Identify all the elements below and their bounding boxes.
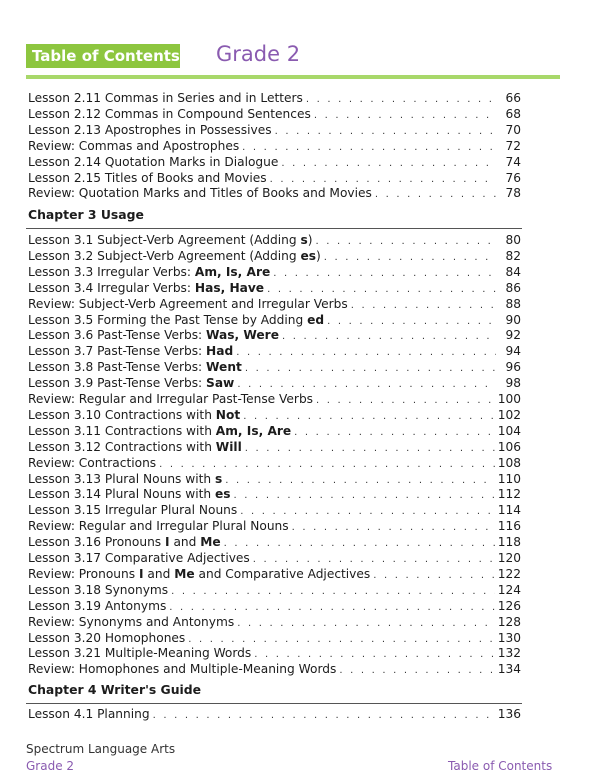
toc-entry-title bbox=[28, 375, 234, 391]
entry-emphasis: s bbox=[215, 471, 223, 486]
page-number: 110 bbox=[497, 471, 521, 486]
toc-entry[interactable] bbox=[28, 518, 521, 534]
toc-entry[interactable] bbox=[28, 391, 521, 407]
page-number: 88 bbox=[505, 296, 521, 311]
toc-entry-title bbox=[28, 391, 313, 407]
entry-text: Review: Commas and Apostrophes bbox=[28, 138, 240, 153]
toc-entry-title bbox=[28, 502, 237, 518]
page-number: 120 bbox=[497, 551, 521, 565]
page-number: 124 bbox=[497, 582, 521, 597]
page-number: 102 bbox=[497, 407, 521, 422]
toc-entry-title bbox=[28, 630, 185, 646]
entry-text: and bbox=[169, 535, 201, 550]
toc-entry-title bbox=[28, 566, 370, 582]
toc-entry-title bbox=[28, 264, 270, 280]
dot-leader bbox=[339, 663, 494, 679]
toc-entry-title bbox=[28, 598, 166, 614]
page-number: 116 bbox=[497, 519, 521, 534]
toc-entry-title bbox=[28, 661, 336, 677]
toc-entry[interactable] bbox=[28, 122, 521, 138]
page-number: 106 bbox=[497, 439, 521, 454]
toc-entry-title bbox=[28, 423, 291, 439]
toc-entry[interactable] bbox=[28, 264, 521, 280]
entry-text: Lesson 2.14 Quotation Marks in Dialogue bbox=[28, 154, 279, 169]
entry-text: Review: Homophones and Multiple-Meaning Words bbox=[28, 662, 337, 677]
toc-entry-title bbox=[28, 614, 234, 630]
toc-entry[interactable] bbox=[28, 566, 521, 582]
header-rule bbox=[26, 75, 560, 79]
entry-text: Lesson 3.6 Past-Tense Verbs: bbox=[28, 328, 207, 343]
entry-text: Lesson 3.3 Irregular Verbs: bbox=[28, 264, 195, 279]
toc-entry-title bbox=[28, 248, 321, 264]
toc-entry[interactable] bbox=[28, 582, 521, 598]
page-number: 68 bbox=[505, 106, 521, 121]
page-number: 98 bbox=[505, 376, 521, 391]
entry-text: Review: Pronouns bbox=[28, 566, 139, 581]
grade-title: Grade 2 bbox=[216, 42, 301, 66]
toc-entry-title bbox=[28, 280, 264, 296]
toc-entry[interactable] bbox=[28, 185, 521, 201]
toc-entry-title bbox=[28, 486, 231, 502]
toc-entry-title bbox=[28, 518, 289, 534]
toc-entry[interactable] bbox=[28, 407, 521, 423]
page-number: 76 bbox=[505, 170, 521, 185]
toc-entry-title bbox=[28, 359, 242, 375]
entry-text: Lesson 3.12 Contractions with bbox=[28, 439, 216, 454]
toc-entry[interactable] bbox=[28, 296, 521, 312]
toc-entry-title bbox=[28, 122, 272, 138]
page-number: 70 bbox=[505, 122, 521, 137]
footer-section-title: Table of Contents bbox=[448, 759, 553, 773]
page-number: 90 bbox=[505, 312, 521, 327]
page-number: 136 bbox=[497, 707, 521, 721]
toc-entry[interactable] bbox=[28, 359, 521, 375]
page-number: 84 bbox=[505, 264, 521, 279]
page-number: 74 bbox=[505, 154, 521, 169]
entry-text: Lesson 3.10 Contractions with bbox=[28, 407, 216, 422]
toc-entry[interactable] bbox=[28, 106, 521, 122]
toc-entry[interactable] bbox=[28, 154, 521, 170]
page-number: 118 bbox=[497, 535, 521, 550]
toc-entry-title bbox=[28, 232, 313, 248]
page-number: 128 bbox=[497, 614, 521, 629]
toc-entry[interactable] bbox=[28, 598, 521, 614]
entry-text: Lesson 2.12 Commas in Compound Sentences bbox=[28, 106, 311, 121]
page-number: 108 bbox=[497, 455, 521, 470]
page-number: 80 bbox=[505, 233, 521, 247]
entry-text: Lesson 3.7 Past-Tense Verbs: bbox=[28, 344, 207, 359]
toc-entry[interactable] bbox=[28, 645, 521, 661]
toc-entry-title bbox=[28, 343, 233, 359]
entry-text: Lesson 3.19 Antonyms bbox=[28, 598, 167, 613]
page-number: 82 bbox=[505, 248, 521, 263]
toc-entry-title bbox=[28, 706, 150, 722]
entry-emphasis: Me bbox=[174, 566, 195, 581]
entry-emphasis: es bbox=[300, 248, 316, 263]
toc-entry[interactable] bbox=[28, 90, 521, 106]
entry-text: Lesson 3.11 Contractions with bbox=[28, 423, 216, 438]
entry-text: and bbox=[143, 566, 175, 581]
footer-grade: Grade 2 bbox=[26, 759, 75, 773]
entry-emphasis: Saw bbox=[206, 376, 235, 391]
toc-entry[interactable] bbox=[28, 248, 521, 264]
entry-text: Lesson 3.9 Past-Tense Verbs: bbox=[28, 376, 207, 391]
page-number: 134 bbox=[497, 662, 521, 677]
page-number: 66 bbox=[505, 91, 521, 105]
page-number: 86 bbox=[505, 280, 521, 295]
page-number: 122 bbox=[497, 566, 521, 581]
toc-entry-title bbox=[28, 138, 239, 154]
chapter-3-rule bbox=[26, 228, 522, 229]
entry-text: Lesson 2.15 Titles of Books and Movies bbox=[28, 170, 267, 185]
entry-emphasis: s bbox=[300, 233, 308, 247]
entry-text: Lesson 4.1 Planning bbox=[28, 707, 150, 721]
entry-text: Lesson 3.5 Forming the Past Tense by Adding bbox=[28, 312, 308, 327]
chapter-4-rule bbox=[26, 703, 522, 704]
dot-leader bbox=[153, 708, 495, 724]
toc-entry-title bbox=[28, 582, 168, 598]
entry-text: ) bbox=[316, 248, 321, 263]
toc-entry[interactable] bbox=[28, 138, 521, 154]
entry-text: Lesson 3.21 Multiple-Meaning Words bbox=[28, 646, 252, 661]
page-number: 94 bbox=[505, 344, 521, 359]
entry-emphasis: ed bbox=[307, 312, 325, 327]
entry-text: and Comparative Adjectives bbox=[194, 566, 371, 581]
page-number: 112 bbox=[497, 487, 521, 502]
toc-entry-title bbox=[28, 90, 303, 106]
toc-entry[interactable] bbox=[28, 630, 521, 646]
toc-entry-title bbox=[28, 407, 240, 423]
toc-badge: Table of Contents bbox=[26, 44, 180, 68]
toc-entry-title bbox=[28, 439, 242, 455]
entry-text: Lesson 3.20 Homophones bbox=[28, 630, 186, 645]
page-number: 130 bbox=[497, 630, 521, 645]
toc-entry[interactable] bbox=[28, 502, 521, 518]
entry-emphasis: Had bbox=[206, 344, 234, 359]
entry-text: Lesson 3.13 Plural Nouns with bbox=[28, 471, 216, 486]
entry-text: Lesson 3.8 Past-Tense Verbs: bbox=[28, 360, 207, 375]
entry-emphasis: Me bbox=[200, 535, 221, 550]
page-number: 96 bbox=[505, 360, 521, 375]
entry-text: Review: Contractions bbox=[28, 455, 157, 470]
page-number: 78 bbox=[505, 186, 521, 201]
entry-text: Lesson 3.18 Synonyms bbox=[28, 582, 169, 597]
toc-entry[interactable] bbox=[28, 455, 521, 471]
toc-entry[interactable] bbox=[28, 312, 521, 328]
entry-text: ) bbox=[307, 233, 313, 247]
entry-text: Lesson 3.1 Subject-Verb Agreement (Adding bbox=[28, 233, 301, 247]
toc-entry-title bbox=[28, 471, 222, 487]
toc-entry[interactable] bbox=[28, 170, 521, 186]
toc-entry[interactable] bbox=[28, 343, 521, 359]
entry-emphasis: Has, Have bbox=[194, 280, 265, 295]
entry-emphasis: I bbox=[138, 566, 144, 581]
entry-emphasis: Went bbox=[206, 360, 242, 375]
page-number: 132 bbox=[497, 646, 521, 661]
toc-entry[interactable] bbox=[28, 661, 521, 677]
toc-entry[interactable] bbox=[28, 280, 521, 296]
entry-text: Lesson 3.17 Comparative Adjectives bbox=[28, 551, 250, 565]
page-number: 126 bbox=[497, 598, 521, 613]
toc-entry[interactable] bbox=[28, 471, 521, 487]
toc-entry-title bbox=[28, 645, 251, 661]
toc-entry[interactable] bbox=[28, 486, 521, 502]
entry-emphasis: es bbox=[215, 487, 231, 502]
entry-text: Review: Subject-Verb Agreement and Irregular Verbs bbox=[28, 296, 348, 311]
entry-emphasis: Not bbox=[215, 407, 241, 422]
toc-entry[interactable] bbox=[28, 439, 521, 455]
toc-entry-title bbox=[28, 550, 250, 566]
toc-entry-title bbox=[28, 455, 156, 471]
toc-entry[interactable] bbox=[28, 327, 521, 343]
entry-emphasis: I bbox=[165, 535, 170, 550]
footer-series-title: Spectrum Language Arts bbox=[26, 742, 176, 756]
dot-leader bbox=[375, 187, 496, 203]
toc-entry[interactable] bbox=[28, 614, 521, 630]
entry-text: Lesson 3.14 Plural Nouns with bbox=[28, 487, 216, 502]
entry-emphasis: Am, Is, Are bbox=[215, 423, 292, 438]
entry-text: Lesson 2.13 Apostrophes in Possessives bbox=[28, 122, 272, 137]
entry-emphasis: Am, Is, Are bbox=[194, 264, 271, 279]
entry-text: Review: Synonyms and Antonyms bbox=[28, 614, 235, 629]
toc-entry[interactable] bbox=[28, 706, 521, 722]
entry-text: Lesson 3.2 Subject-Verb Agreement (Adding bbox=[28, 248, 301, 263]
toc-entry-title bbox=[28, 327, 279, 343]
page-number: 72 bbox=[505, 138, 521, 153]
entry-text: Lesson 3.4 Irregular Verbs: bbox=[28, 280, 195, 295]
chapter-3-heading: Chapter 3 Usage bbox=[28, 207, 144, 222]
toc-entry-title bbox=[28, 170, 267, 186]
page-number: 100 bbox=[497, 392, 521, 406]
entry-text: Review: Quotation Marks and Titles of Books and Movies bbox=[28, 186, 372, 201]
entry-emphasis: Will bbox=[215, 439, 242, 454]
entry-text: Review: Regular and Irregular Past-Tense Verbs bbox=[28, 392, 314, 406]
entry-text: Review: Regular and Irregular Plural Nouns bbox=[28, 519, 289, 534]
toc-entry-title bbox=[28, 154, 278, 170]
entry-text: Lesson 2.11 Commas in Series and in Letters bbox=[28, 91, 303, 105]
chapter-4-heading: Chapter 4 Writer's Guide bbox=[28, 682, 202, 697]
toc-entry-title bbox=[28, 296, 348, 312]
page-number: 92 bbox=[505, 328, 521, 343]
toc-entry-title bbox=[28, 106, 311, 122]
entry-emphasis: Was, Were bbox=[206, 328, 279, 343]
page-number: 104 bbox=[497, 423, 521, 438]
entry-text: Lesson 3.15 Irregular Plural Nouns bbox=[28, 503, 238, 518]
toc-entry[interactable] bbox=[28, 232, 521, 248]
toc-entry-title bbox=[28, 534, 221, 550]
toc-entry[interactable] bbox=[28, 375, 521, 391]
page-number: 114 bbox=[497, 503, 521, 518]
entry-text: Lesson 3.16 Pronouns bbox=[28, 535, 166, 550]
toc-entry[interactable] bbox=[28, 423, 521, 439]
toc-entry[interactable] bbox=[28, 550, 521, 566]
toc-entry[interactable] bbox=[28, 534, 521, 550]
toc-entry-title bbox=[28, 312, 324, 328]
toc-entry-title bbox=[28, 185, 372, 201]
